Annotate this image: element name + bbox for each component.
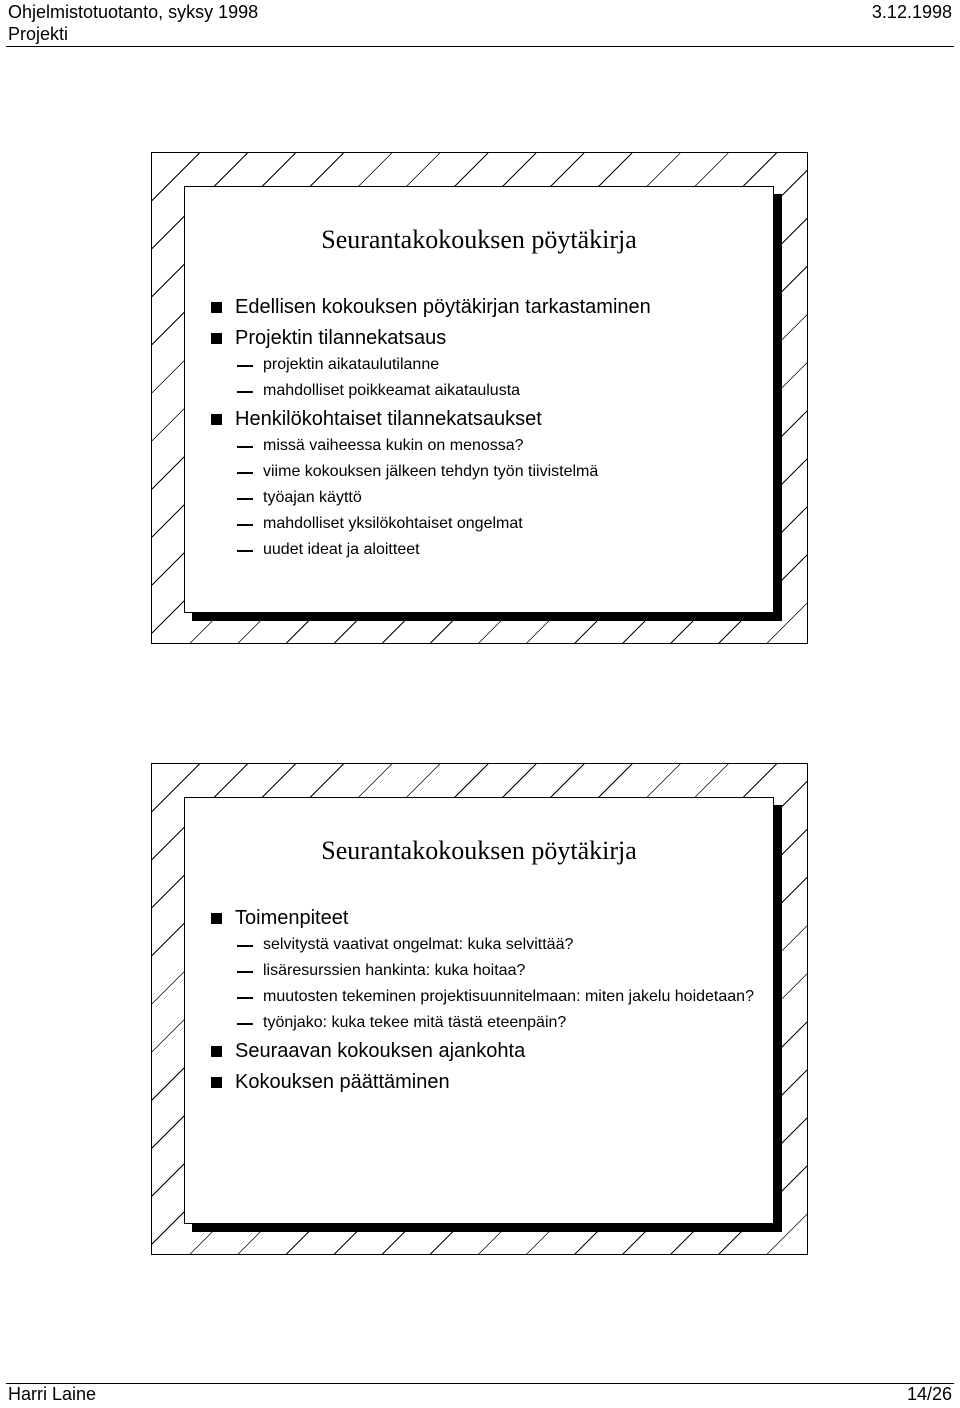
dash-bullet-icon <box>237 446 253 448</box>
slide-2 <box>151 763 808 1255</box>
page-header <box>0 0 960 48</box>
square-bullet-icon <box>211 1046 222 1057</box>
bullet-text: mahdolliset yksilökohtaiset ongelmat <box>263 515 523 532</box>
slide-card <box>184 186 774 613</box>
sub-bullet-item <box>209 436 763 456</box>
square-bullet-icon <box>211 1077 222 1088</box>
dash-bullet-icon <box>237 997 253 999</box>
sub-bullet-item <box>209 1013 763 1033</box>
bullet-text: Projektin tilannekatsaus <box>235 327 447 349</box>
bullet-text: työajan käyttö <box>263 489 362 506</box>
page-footer <box>0 1376 960 1408</box>
bullet-text: Toimenpiteet <box>235 907 349 929</box>
square-bullet-icon <box>211 414 222 425</box>
square-bullet-icon <box>211 302 222 313</box>
bullet-item <box>209 1070 763 1094</box>
bullet-text: viime kokouksen jälkeen tehdyn työn tiivistelmä <box>263 463 599 480</box>
page-number: 14/26 <box>906 1384 952 1404</box>
dash-bullet-icon <box>237 550 253 552</box>
bullet-text: projektin aikataulutilanne <box>263 356 440 373</box>
bullet-text: uudet ideat ja aloitteet <box>263 541 420 558</box>
dash-bullet-icon <box>237 472 253 474</box>
sub-bullet-item <box>209 540 763 560</box>
bullet-item <box>209 295 763 319</box>
bullet-text: selvitystä vaativat ongelmat: kuka selvittää? <box>263 936 574 953</box>
slide-card <box>184 797 774 1224</box>
course-title: Ohjelmistotuotanto, syksy 1998 <box>8 2 259 22</box>
square-bullet-icon <box>211 333 222 344</box>
sub-bullet-item <box>209 488 763 508</box>
slide-title: Seurantakokouksen pöytäkirja <box>321 836 637 865</box>
sub-bullet-item <box>209 355 763 375</box>
dash-bullet-icon <box>237 945 253 947</box>
header-date: 3.12.1998 <box>871 2 952 22</box>
bullet-text: Kokouksen päättäminen <box>235 1071 450 1093</box>
bullet-text: Edellisen kokouksen pöytäkirjan tarkastaminen <box>235 296 651 318</box>
slide-title: Seurantakokouksen pöytäkirja <box>321 225 637 254</box>
author-name: Harri Laine <box>8 1384 97 1404</box>
bullet-text: Seuraavan kokouksen ajankohta <box>235 1040 526 1062</box>
topic-title: Projekti <box>8 24 69 44</box>
header-divider <box>6 46 954 47</box>
bullet-text: Henkilökohtaiset tilannekatsaukset <box>235 408 542 430</box>
bullet-text: muutosten tekeminen projektisuunnitelmaan: miten jakelu hoidetaan? <box>263 988 754 1005</box>
sub-bullet-item <box>209 381 763 401</box>
bullet-item <box>209 326 763 350</box>
bullet-list <box>209 906 763 1101</box>
sub-bullet-item <box>209 462 763 482</box>
bullet-text: mahdolliset poikkeamat aikataulusta <box>263 382 521 399</box>
sub-bullet-item <box>209 961 763 981</box>
bullet-list <box>209 295 763 566</box>
dash-bullet-icon <box>237 391 253 393</box>
bullet-text: lisäresurssien hankinta: kuka hoitaa? <box>263 962 526 979</box>
dash-bullet-icon <box>237 1023 253 1025</box>
bullet-item <box>209 1039 763 1063</box>
sub-bullet-item <box>209 987 763 1007</box>
bullet-text: työnjako: kuka tekee mitä tästä eteenpäin? <box>263 1014 567 1031</box>
dash-bullet-icon <box>237 365 253 367</box>
bullet-item <box>209 407 763 431</box>
sub-bullet-item <box>209 935 763 955</box>
bullet-item <box>209 906 763 930</box>
bullet-text: missä vaiheessa kukin on menossa? <box>263 437 524 454</box>
dash-bullet-icon <box>237 524 253 526</box>
dash-bullet-icon <box>237 971 253 973</box>
slide-1 <box>151 152 808 644</box>
dash-bullet-icon <box>237 498 253 500</box>
footer-divider <box>6 1383 954 1384</box>
square-bullet-icon <box>211 913 222 924</box>
sub-bullet-item <box>209 514 763 534</box>
